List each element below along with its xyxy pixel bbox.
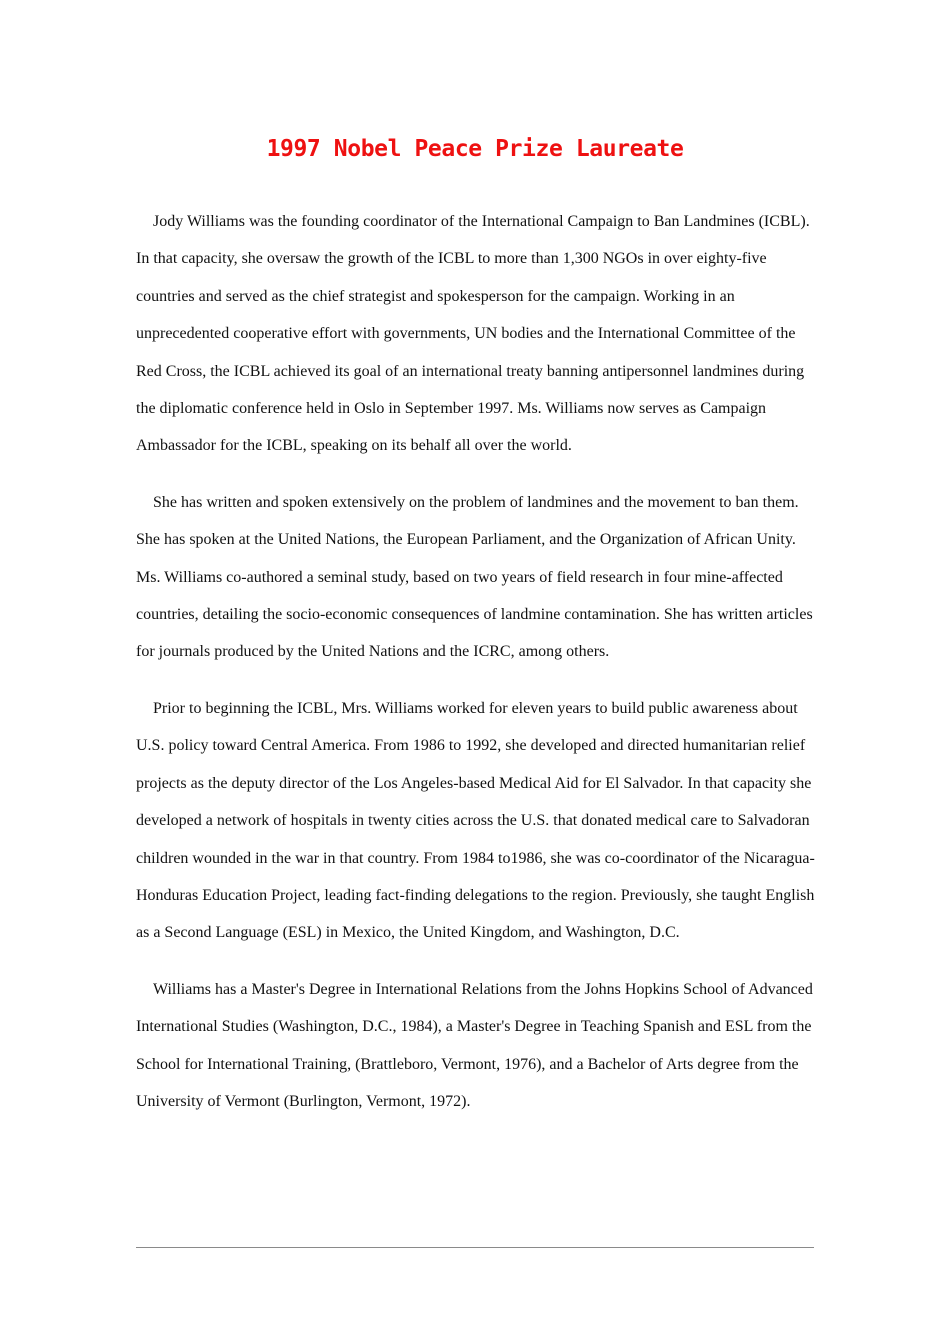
document-body — [136, 203, 818, 1139]
paragraph-writing-speaking: She has written and spoken extensively on the problem of landmines and the movement to ban them. She has spoken at the United Nations, the European Parliament, and the Organization of African Unity. Ms. Williams co-authored a seminal study, based on two years of field research in four mine-affected countries, detailing the socio-economic consequences of landmine contamination. She has written articles for journals produced by the United Nations and the ICRC, among others. — [136, 493, 813, 661]
paragraph-education: Williams has a Master's Degree in International Relations from the Johns Hopkins School of Advanced International Studies (Washington, D.C., 1984), a Master's Degree in Teaching Spanish and ESL from the School for International Training, (Brattleboro, Vermont, 1976), and a Bachelor of Arts degree from the University of Vermont (Burlington, Vermont, 1972). — [136, 980, 813, 1110]
paragraph-prior-work: Prior to beginning the ICBL, Mrs. Williams worked for eleven years to build public awareness about U.S. policy toward Central America. From 1986 to 1992, she developed and directed humanitarian relief projects as the deputy director of the Los Angeles-based Medical Aid for El Salvador. In that capacity she developed a network of hospitals in twenty cities across the U.S. that donated medical care to Salvadoran children wounded in the war in that country. From 1984 to1986, she was co-coordinator of the Nicaragua-Honduras Education Project, leading fact-finding delegations to the region. Previously, she taught English as a Second Language (ESL) in Mexico, the United Kingdom, and Washington, D.C. — [136, 699, 815, 942]
paragraph-icbl-coordinator: Jody Williams was the founding coordinator of the International Campaign to Ban Landmines (ICBL). In that capacity, she oversaw the growth of the ICBL to more than 1,300 NGOs in over eighty-five countries and served as the chief strategist and spokesperson for the campaign. Working in an unprecedented cooperative effort with governments, UN bodies and the International Committee of the Red Cross, the ICBL achieved its goal of an international treaty banning antipersonnel landmines during the diplomatic conference held in Oslo in September 1997. Ms. Williams now serves as Campaign Ambassador for the ICBL, speaking on its behalf all over the world. — [136, 213, 810, 455]
horizontal-divider — [136, 1247, 814, 1248]
page-title: 1997 Nobel Peace Prize Laureate — [266, 136, 684, 162]
